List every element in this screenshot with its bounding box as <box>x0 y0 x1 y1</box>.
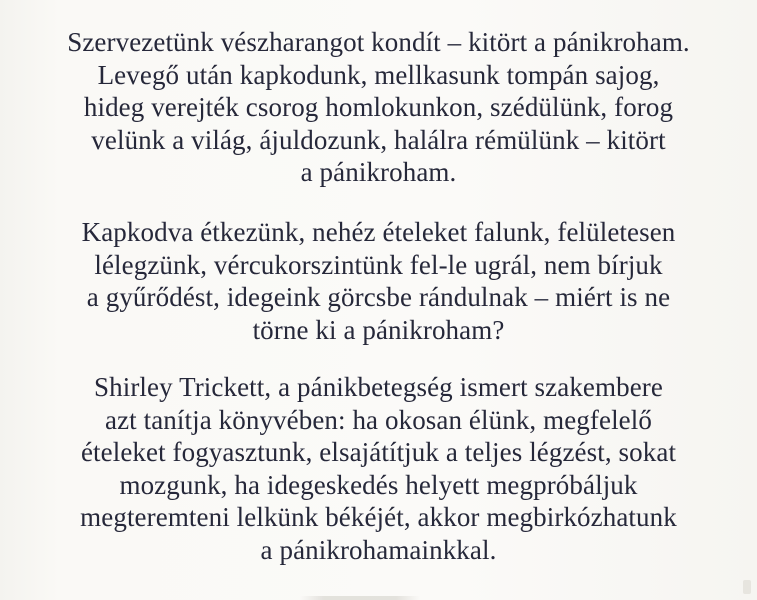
text-line: mozgunk, ha idegeskedés helyett megpróbáljuk <box>119 469 638 500</box>
paragraph-panic-attack-symptoms <box>0 26 757 189</box>
page-bottom-edge <box>300 596 420 600</box>
text-line: a pánikrohamainkkal. <box>260 534 497 565</box>
text-line: törne ki a pánikroham? <box>252 314 505 345</box>
text-line: Szervezetünk vészharangot kondít – kitört a pánikroham. <box>67 27 690 57</box>
text-line: lélegzünk, vércukorszintünk fel-le ugrál, nem bírjuk <box>94 249 663 280</box>
page-corner-mark <box>743 580 751 594</box>
paragraph-book-description <box>0 371 757 566</box>
text-line: ételeket fogyasztunk, elsajátítjuk a teljes légzést, sokat <box>80 437 677 467</box>
text-line: a pánikroham. <box>300 157 457 187</box>
paragraph-panic-attack-causes <box>0 216 757 346</box>
text-line: hideg verejték csorog homlokunkon, szédülünk, forog <box>83 92 674 122</box>
text-line: Kapkodva étkezünk, nehéz ételeket falunk, felületesen <box>81 217 676 247</box>
text-line: velünk a világ, ájuldozunk, halálra rémülünk – kitört <box>91 124 666 155</box>
text-line: azt tanítja könyvében: ha okosan élünk, megfelelő <box>105 404 652 435</box>
text-line: Levegő után kapkodunk, mellkasunk tompán sajog, <box>97 59 660 90</box>
text-line: Shirley Trickett, a pánikbetegség ismert szakembere <box>94 372 663 402</box>
text-line: a gyűrődést, idegeink görcsbe rándulnak – miért is ne <box>86 282 671 312</box>
text-line: megteremteni lelkünk békéjét, akkor megbirkózhatunk <box>80 502 677 532</box>
